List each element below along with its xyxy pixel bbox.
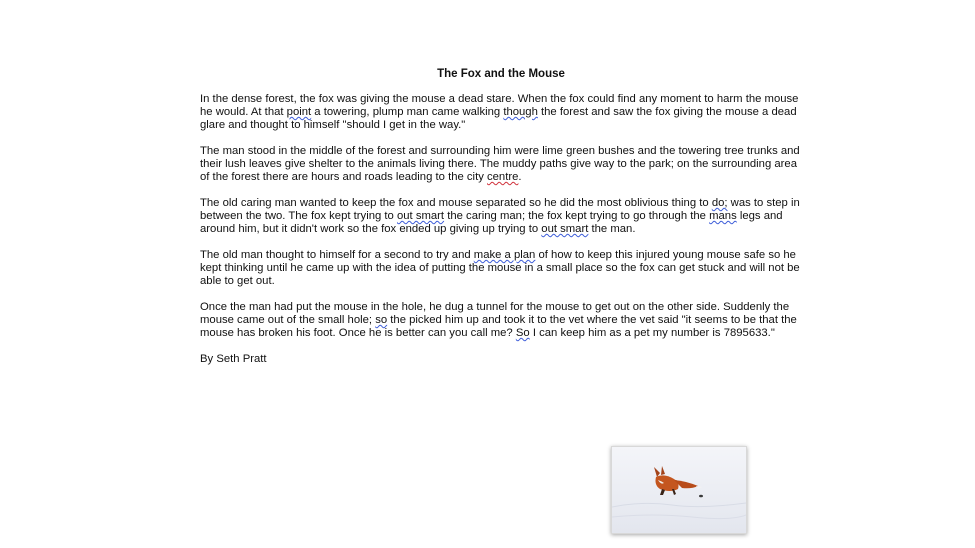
paragraph [200, 249, 808, 288]
grammar-flag-word: do; [711, 197, 728, 209]
document-title: The Fox and the Mouse [437, 68, 565, 80]
text-run: the caring man; the fox kept trying to go through the [444, 210, 710, 222]
paragraph [200, 197, 808, 236]
mouse-icon [699, 495, 703, 498]
text-run: The old man thought to himself for a second to try and [200, 249, 474, 261]
text-run: . [518, 171, 522, 183]
grammar-flag-word: make a plan [473, 249, 536, 261]
fox-in-snow-image [612, 447, 746, 533]
grammar-flag-word: though [503, 106, 538, 118]
text-run: Once the man had put the mouse in the hole, he dug a tunnel for the mouse to get out on the other side. Suddenly the mouse came out of the small hole; [200, 301, 790, 326]
byline: By Seth Pratt [200, 353, 267, 365]
text-run: the man. [588, 223, 636, 235]
text-run: the forest and saw the fox giving the mouse a dead glare and thought to himself "should I get in the way." [200, 106, 797, 131]
text-run: was to step in between the two. The fox kept trying to [200, 197, 800, 222]
text-run: legs and around him, but it didn't work so the fox ended up giving up trying to [200, 210, 783, 235]
text-run: the picked him up and took it to the vet where the vet said "it seems to be that the mouse has broken his foot. Once he is better can you call me? [200, 314, 797, 339]
grammar-flag-word: so [375, 314, 388, 326]
text-run: of how to keep this injured young mouse safe so he kept thinking until he came up with the idea of putting the mouse in a small place so the fox can get stuck and will not be able to get out. [200, 249, 800, 287]
paragraph [200, 145, 808, 184]
text-run: In the dense forest, the fox was giving the mouse a dead stare. When the fox could find any moment to harm the mouse he would. At that [200, 93, 799, 118]
paragraph [200, 93, 808, 132]
grammar-flag-word: out smart [541, 223, 589, 235]
paragraph-list [200, 93, 808, 340]
grammar-flag-word: point [286, 106, 312, 118]
text-run: The man stood in the middle of the forest and surrounding him were lime green bushes and the towering tree trunks and their lush leaves give shelter to the animals living there. The muddy paths give way to the park; on the surrounding area of the forest there are hours and roads leading to the city [200, 145, 800, 183]
grammar-flag-word: mans [709, 210, 737, 222]
paragraph [200, 301, 808, 340]
text-run: a towering, plump man came walking [311, 106, 504, 118]
fox-photo [611, 446, 747, 534]
grammar-flag-word: out smart [396, 210, 445, 222]
document-body [200, 93, 808, 366]
spelling-error-word: centre [487, 171, 519, 183]
grammar-flag-word: So [515, 327, 530, 339]
text-run: The old caring man wanted to keep the fox and mouse separated so he did the most oblivious thing to [200, 197, 712, 209]
text-run: I can keep him as a pet my number is 7895633." [529, 327, 775, 339]
